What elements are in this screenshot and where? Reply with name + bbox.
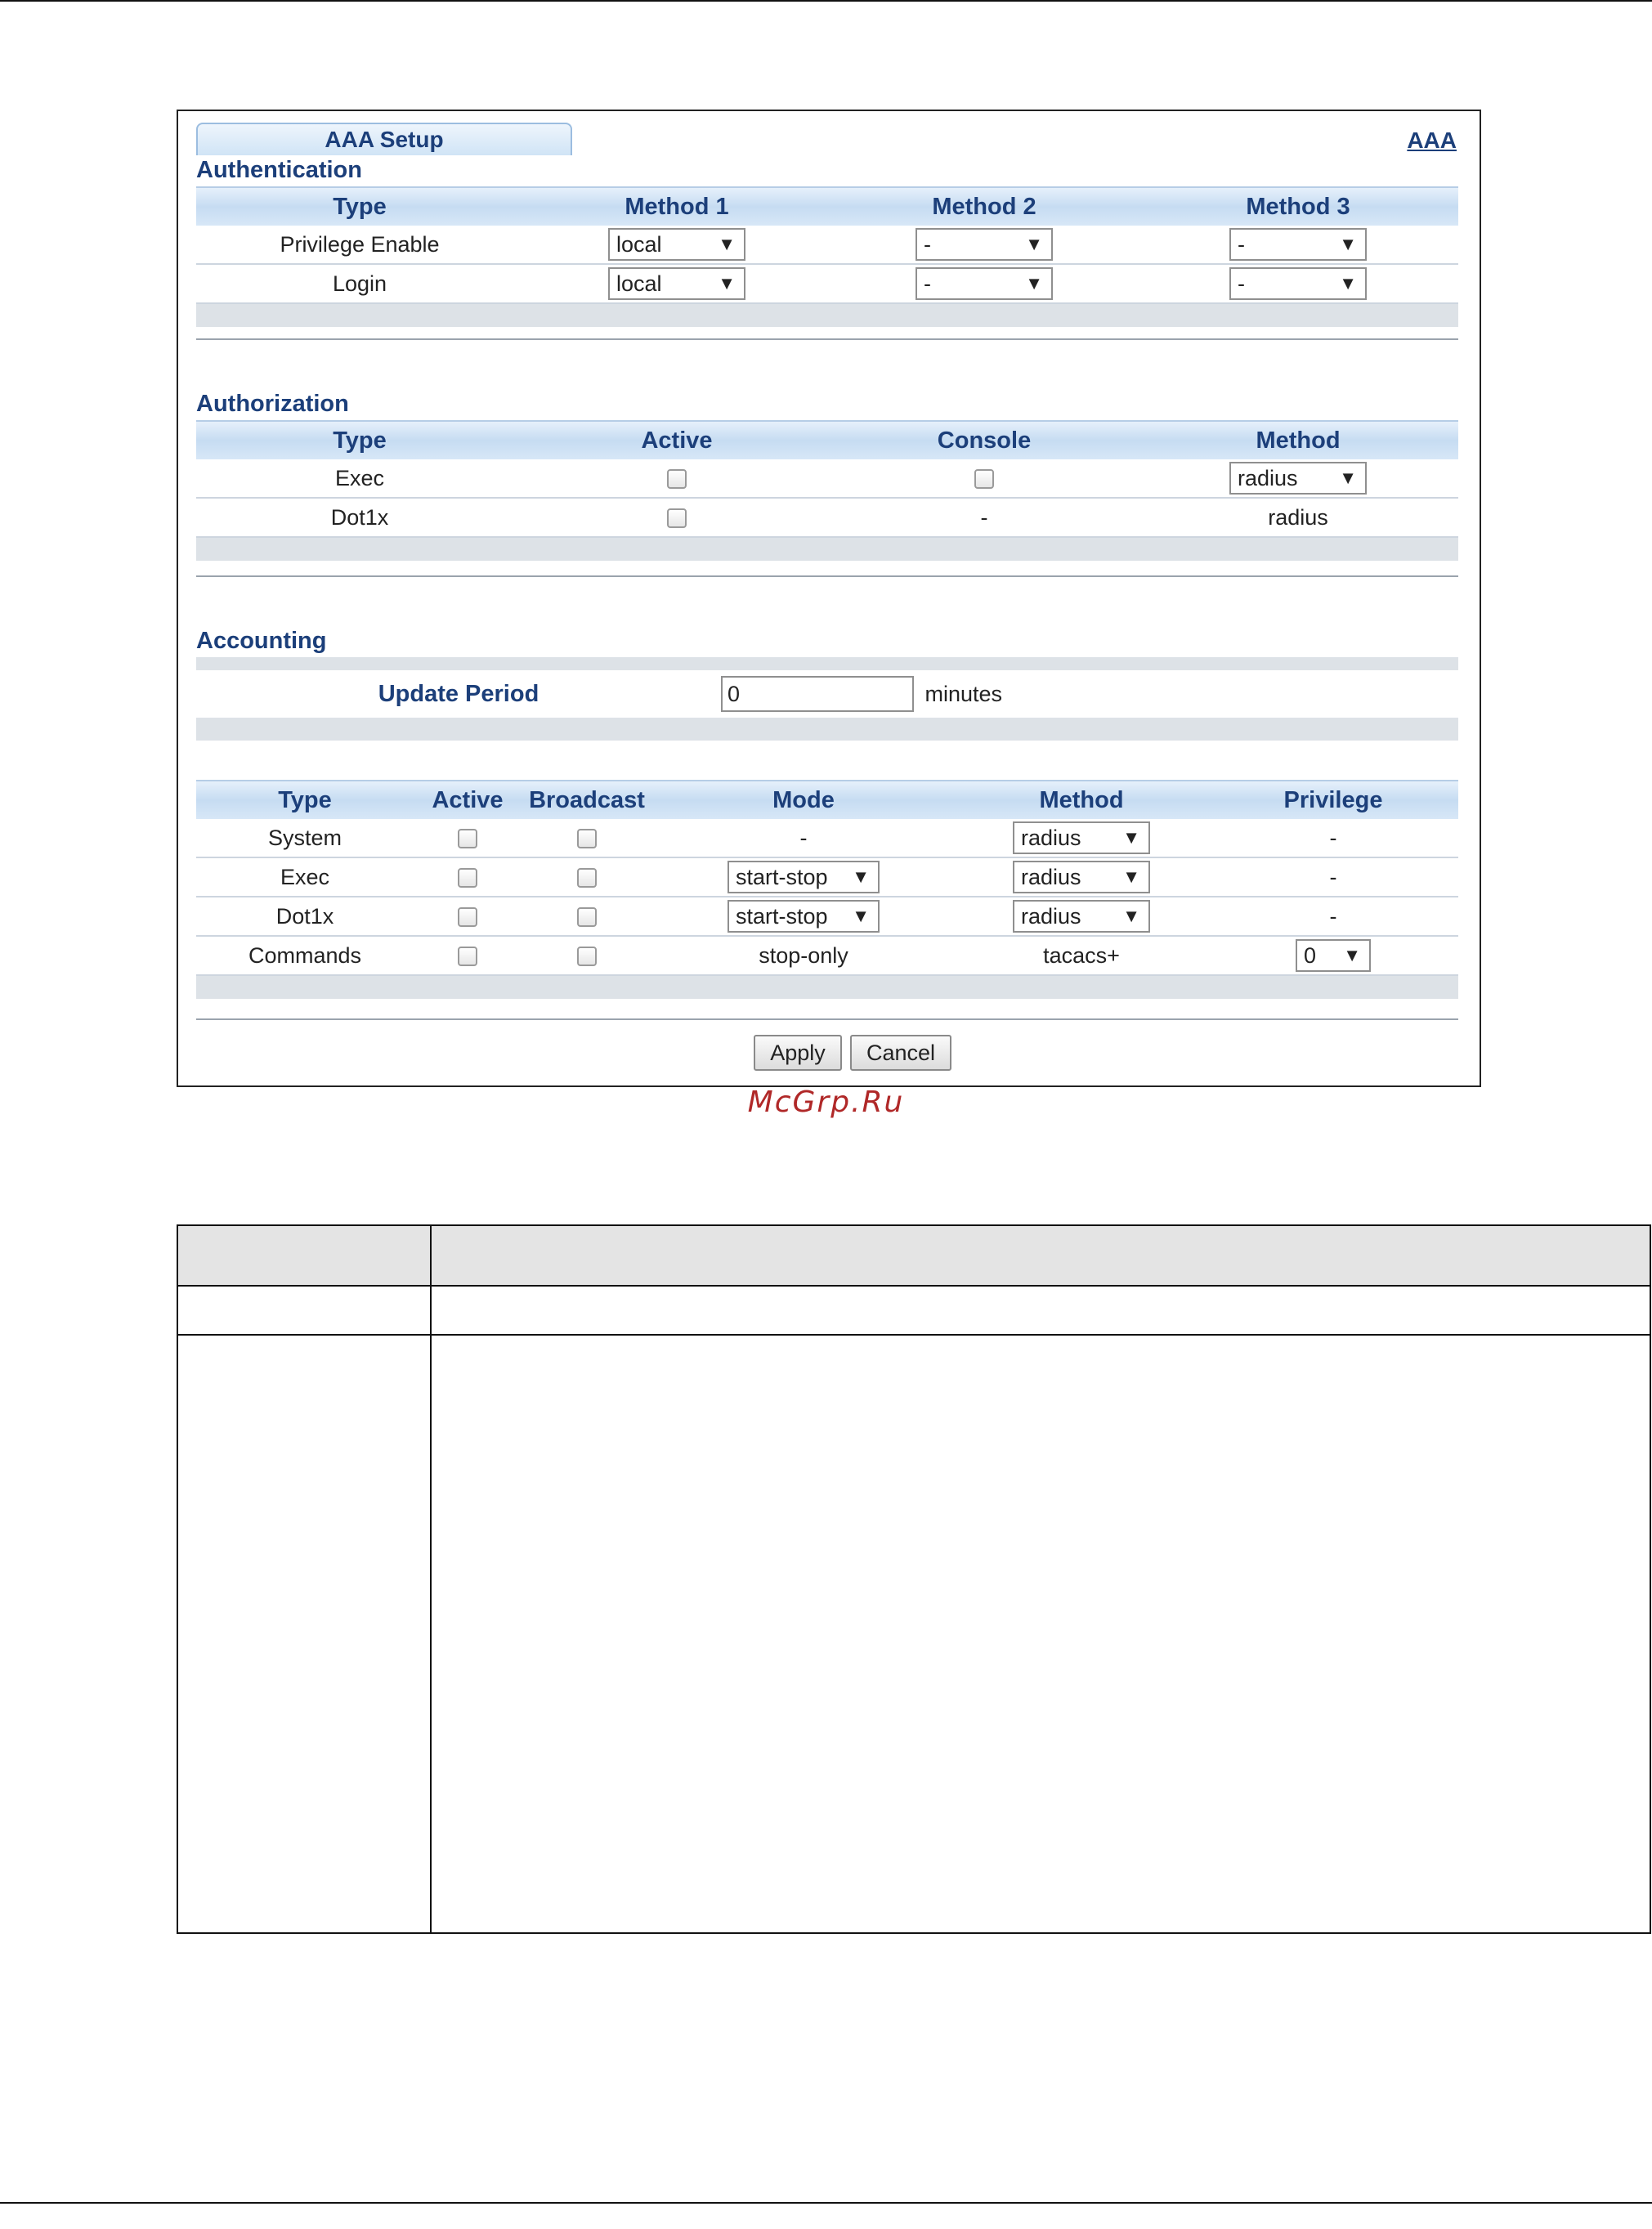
- col-type: Type: [196, 781, 414, 819]
- mode-cell: stop-only: [652, 936, 955, 975]
- chevron-down-icon: ▼: [1122, 906, 1140, 926]
- table-footer: [196, 537, 1458, 561]
- chevron-down-icon: ▼: [1025, 273, 1043, 293]
- privilege-cell: -: [1208, 819, 1458, 857]
- top-rule: [0, 0, 1652, 2]
- col-console: Console: [830, 421, 1138, 459]
- update-period-label: Update Period: [378, 680, 539, 707]
- system-method-select[interactable]: radius ▼: [1013, 821, 1150, 854]
- login-method-2-select[interactable]: - ▼: [916, 267, 1053, 300]
- description-table-row: [178, 1285, 1650, 1336]
- chevron-down-icon: ▼: [852, 906, 870, 926]
- type-cell: Login: [196, 264, 523, 303]
- type-cell: System: [196, 819, 414, 857]
- exec-active-checkbox[interactable]: [458, 868, 477, 888]
- aaa-link[interactable]: AAA: [1407, 128, 1457, 153]
- login-method-3-select[interactable]: - ▼: [1229, 267, 1367, 300]
- col-active: Active: [414, 781, 522, 819]
- login-method-1-select[interactable]: local ▼: [608, 267, 745, 300]
- description-table: [177, 1224, 1651, 1934]
- table-row: [196, 498, 1458, 537]
- col-method-3: Method 3: [1138, 187, 1458, 226]
- col-privilege: Privilege: [1208, 781, 1458, 819]
- authorization-table: [196, 420, 1458, 561]
- divider: [196, 575, 1458, 577]
- chevron-down-icon: ▼: [1339, 468, 1357, 488]
- exec-active-checkbox[interactable]: [667, 469, 687, 489]
- privilege-cell: -: [1208, 857, 1458, 897]
- aaa-setup-panel: [177, 110, 1481, 1087]
- apply-button[interactable]: Apply: [754, 1035, 842, 1071]
- chevron-down-icon: ▼: [718, 234, 736, 254]
- commands-broadcast-checkbox[interactable]: [577, 947, 597, 966]
- chevron-down-icon: ▼: [1339, 234, 1357, 254]
- privilege-enable-method-3-select[interactable]: - ▼: [1229, 228, 1367, 261]
- col-method-2: Method 2: [830, 187, 1138, 226]
- chevron-down-icon: ▼: [1343, 945, 1361, 965]
- exec-method-select[interactable]: radius ▼: [1229, 462, 1367, 495]
- table-row: [196, 819, 1458, 857]
- method-cell: tacacs+: [955, 936, 1208, 975]
- watermark: McGrp.Ru: [747, 1085, 905, 1119]
- col-method-1: Method 1: [523, 187, 830, 226]
- chevron-down-icon: ▼: [1339, 273, 1357, 293]
- mode-cell: -: [652, 819, 955, 857]
- dot1x-broadcast-checkbox[interactable]: [577, 907, 597, 927]
- table-row: [196, 897, 1458, 936]
- col-active: Active: [523, 421, 830, 459]
- privilege-enable-method-2-select[interactable]: - ▼: [916, 228, 1053, 261]
- authentication-title: Authentication: [196, 157, 362, 183]
- col-broadcast: Broadcast: [522, 781, 652, 819]
- update-period-input[interactable]: 0: [721, 676, 914, 712]
- col-method: Method: [1138, 421, 1458, 459]
- description-table-header: [178, 1226, 1650, 1287]
- dot1x-mode-select[interactable]: start-stop ▼: [728, 900, 880, 933]
- table-footer: [196, 975, 1458, 999]
- dot1x-method-select[interactable]: radius ▼: [1013, 900, 1150, 933]
- table-row: [196, 459, 1458, 498]
- authentication-table: [196, 186, 1458, 327]
- chevron-down-icon: ▼: [1122, 866, 1140, 887]
- col-method: Method: [955, 781, 1208, 819]
- type-cell: Exec: [196, 857, 414, 897]
- dot1x-active-checkbox[interactable]: [458, 907, 477, 927]
- type-cell: Dot1x: [196, 498, 523, 537]
- exec-mode-select[interactable]: start-stop ▼: [728, 861, 880, 893]
- privilege-cell: -: [1208, 897, 1458, 936]
- privilege-enable-method-1-select[interactable]: local ▼: [608, 228, 745, 261]
- chevron-down-icon: ▼: [1122, 827, 1140, 848]
- description-table-column-divider: [430, 1226, 432, 1932]
- bottom-rule: [0, 2202, 1652, 2204]
- authorization-title: Authorization: [196, 391, 349, 417]
- col-type: Type: [196, 421, 523, 459]
- tab-aaa-setup[interactable]: AAA Setup: [196, 123, 572, 155]
- type-cell: Dot1x: [196, 897, 414, 936]
- col-type: Type: [196, 187, 523, 226]
- type-cell: Exec: [196, 459, 523, 498]
- update-period-table: [196, 657, 1458, 741]
- dot1x-active-checkbox[interactable]: [667, 508, 687, 528]
- table-row: [196, 226, 1458, 264]
- exec-broadcast-checkbox[interactable]: [577, 868, 597, 888]
- method-cell: radius: [1138, 498, 1458, 537]
- type-cell: Privilege Enable: [196, 226, 523, 264]
- chevron-down-icon: ▼: [1025, 234, 1043, 254]
- commands-active-checkbox[interactable]: [458, 947, 477, 966]
- console-cell: -: [830, 498, 1138, 537]
- table-row: [196, 936, 1458, 975]
- cancel-button[interactable]: Cancel: [850, 1035, 951, 1071]
- exec-method-select[interactable]: radius ▼: [1013, 861, 1150, 893]
- minutes-label: minutes: [924, 682, 1003, 706]
- commands-privilege-select[interactable]: 0 ▼: [1296, 939, 1371, 972]
- table-footer: [196, 303, 1458, 327]
- system-broadcast-checkbox[interactable]: [577, 829, 597, 848]
- table-row: [196, 857, 1458, 897]
- chevron-down-icon: ▼: [718, 273, 736, 293]
- exec-console-checkbox[interactable]: [974, 469, 994, 489]
- col-mode: Mode: [652, 781, 955, 819]
- table-row: [196, 264, 1458, 303]
- system-active-checkbox[interactable]: [458, 829, 477, 848]
- divider: [196, 1018, 1458, 1020]
- divider: [196, 338, 1458, 340]
- accounting-table: [196, 780, 1458, 999]
- type-cell: Commands: [196, 936, 414, 975]
- accounting-title: Accounting: [196, 628, 327, 654]
- chevron-down-icon: ▼: [852, 866, 870, 887]
